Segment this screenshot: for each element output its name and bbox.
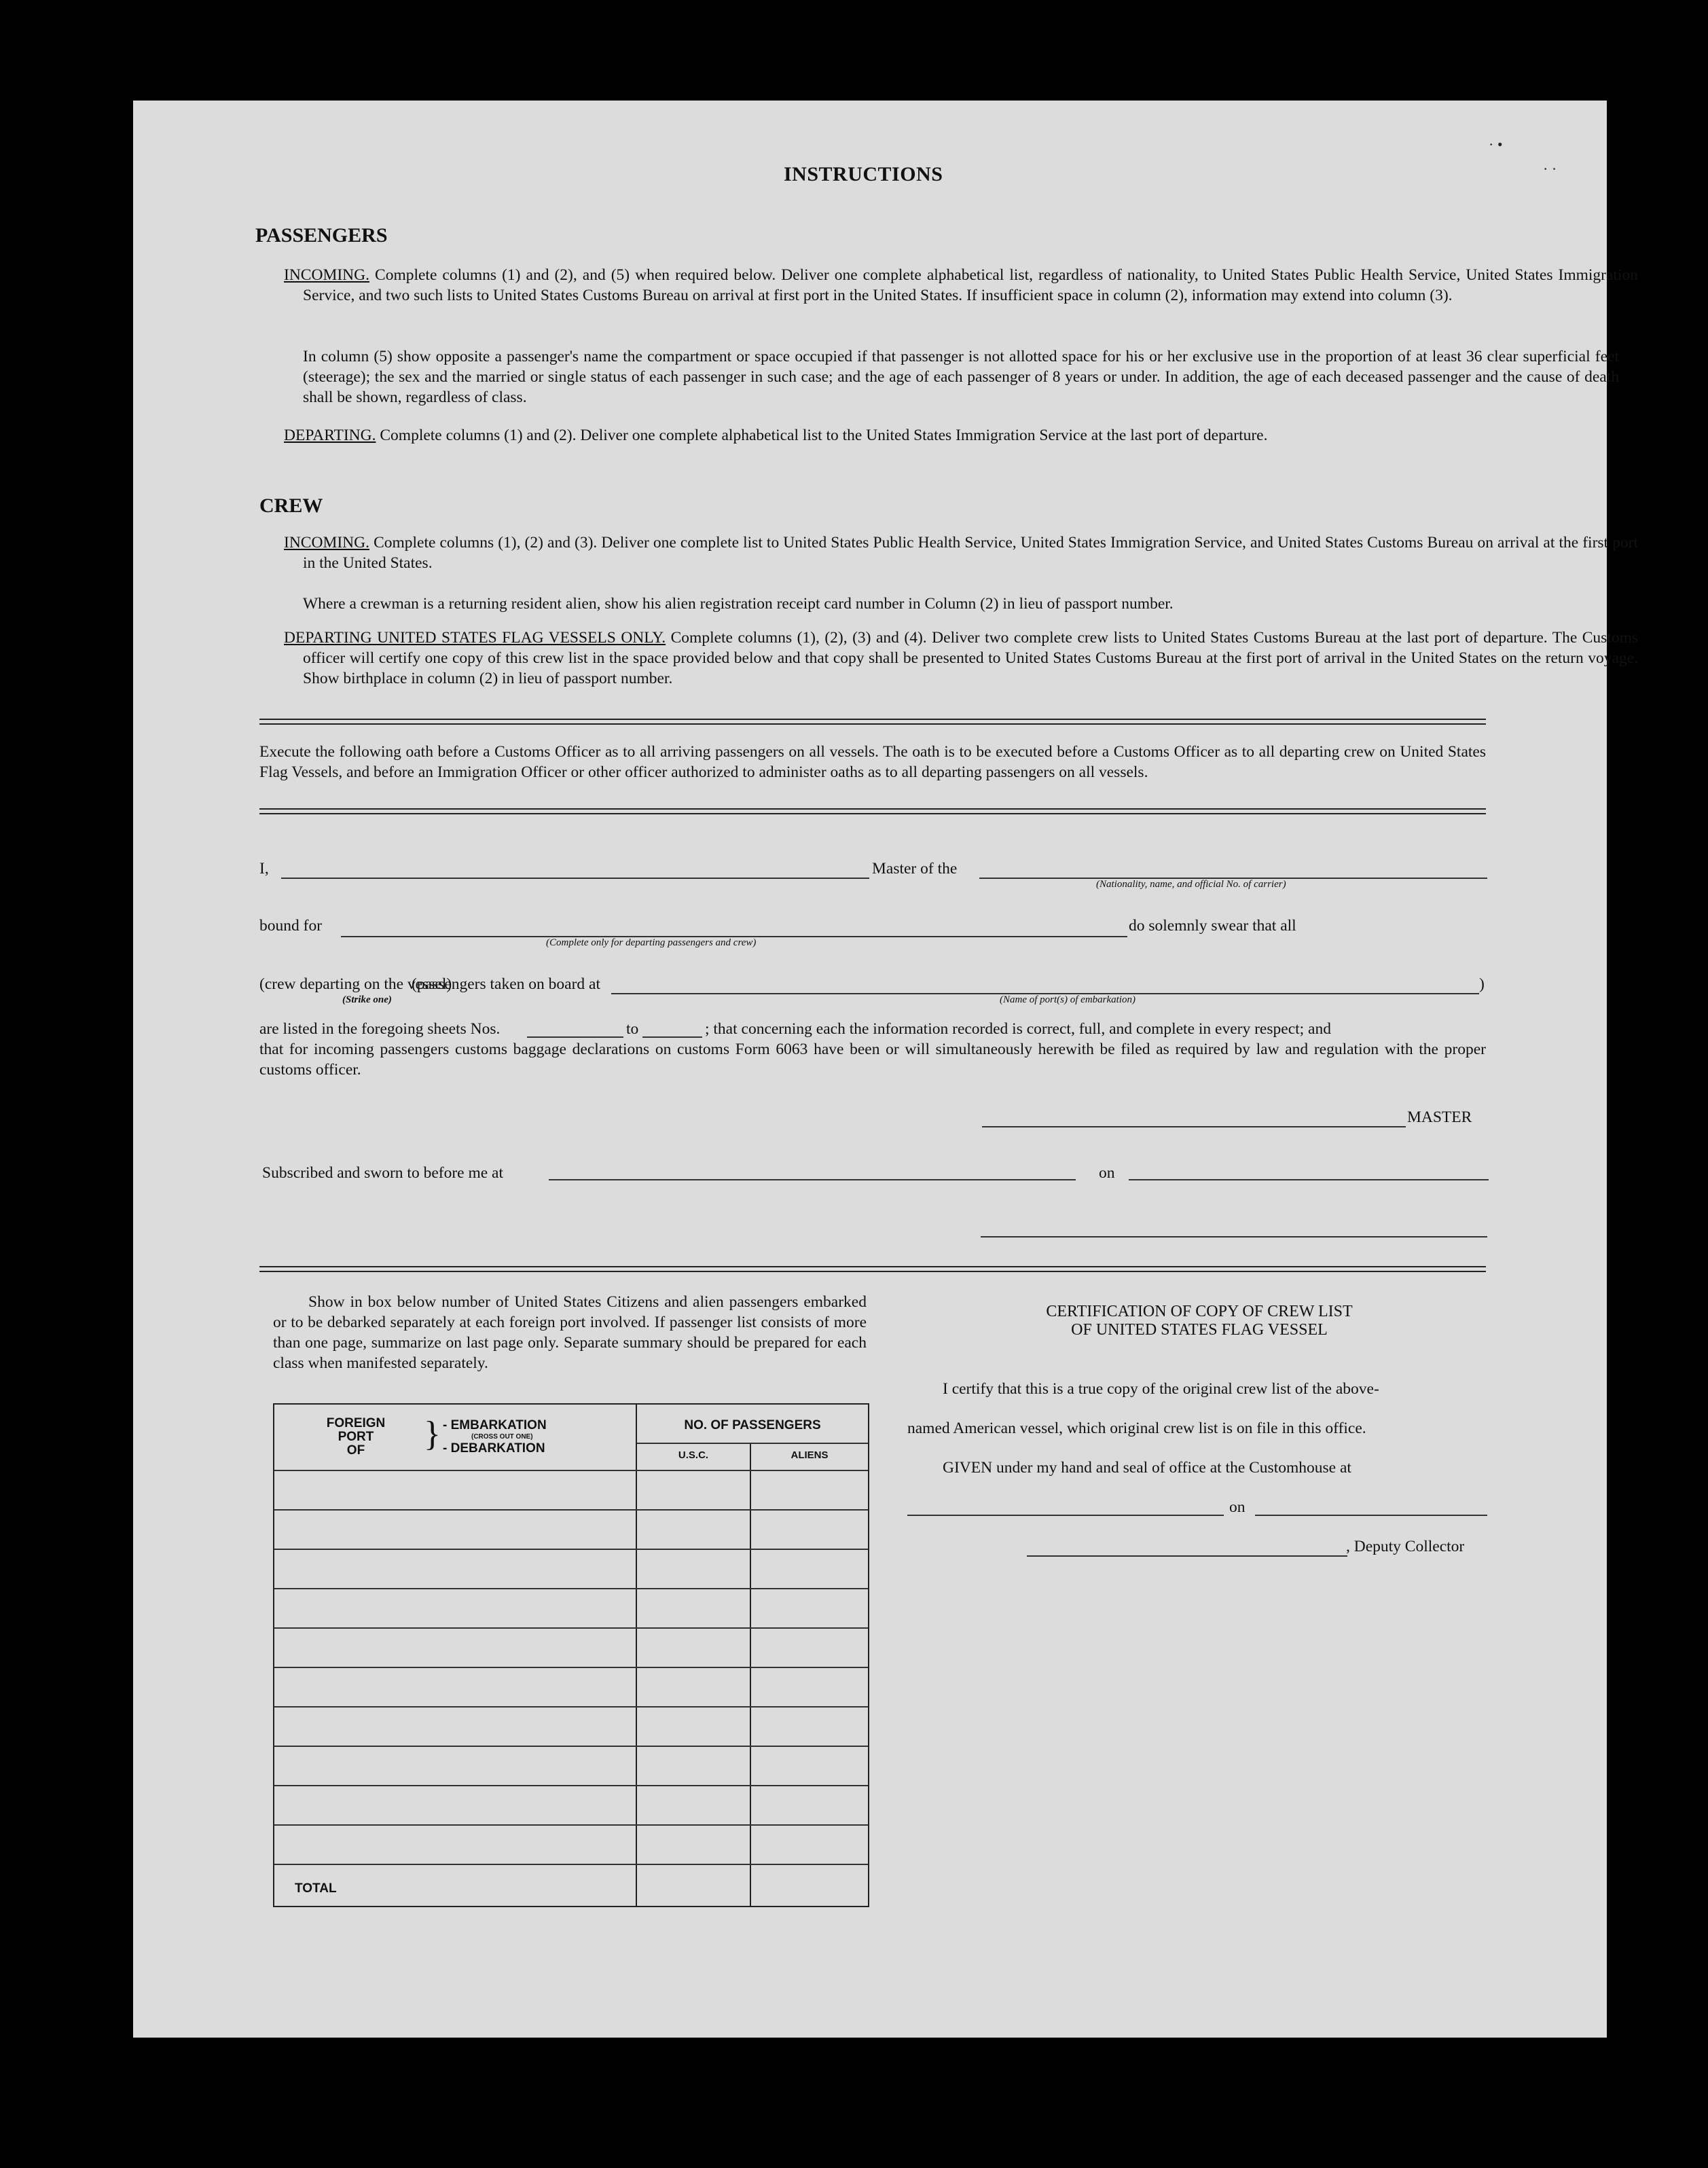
passengers-heading: PASSENGERS xyxy=(255,224,388,247)
subscribed-date-blank[interactable] xyxy=(1129,1179,1489,1180)
sheet-to-blank[interactable] xyxy=(642,1036,702,1038)
subscribed-label: Subscribed and sworn to before me at xyxy=(262,1164,504,1182)
nationality-caption: (Nationality, name, and official No. of carrier) xyxy=(1096,879,1286,890)
page-title: INSTRUCTIONS xyxy=(784,163,943,185)
table-row xyxy=(274,1746,868,1747)
header-divider xyxy=(637,1443,868,1444)
usc-header: U.S.C. xyxy=(678,1449,709,1461)
table-row xyxy=(274,1627,868,1629)
brace-icon: } xyxy=(424,1415,441,1453)
passengers-departing-text: Complete columns (1) and (2). Deliver one complete alphabetical list to the United States Immigration Service at the last port of departure. xyxy=(380,427,1268,444)
subscribed-on-label: on xyxy=(1099,1164,1115,1182)
table-row xyxy=(274,1509,868,1511)
passengers-departing-paragraph xyxy=(284,425,1638,446)
divider xyxy=(259,719,1486,725)
passengers-taken-option: (passengers taken on board at xyxy=(412,975,600,993)
subscribed-place-blank[interactable] xyxy=(549,1179,1076,1180)
customhouse-blank[interactable] xyxy=(907,1515,1224,1516)
swear-label: do solemnly swear that all xyxy=(1129,917,1296,935)
certification-title xyxy=(907,1303,1491,1339)
divider xyxy=(259,1266,1486,1272)
are-listed-label: are listed in the foregoing sheets Nos. xyxy=(259,1020,501,1038)
cross-out-label: (CROSS OUT ONE) xyxy=(471,1433,533,1441)
header-bottom xyxy=(274,1470,868,1471)
summary-instruction: Show in box below number of United States Citizens and alien passengers embarked or to be debarked separately at each foreign port involved. If passenger list consists of more than one page, summarize on last page only. Separate summary should be prepared for each class when manifested separately. xyxy=(273,1293,867,1372)
crew-departing-text: Complete columns (1), (2), (3) and (4). Deliver two complete crew lists to United States Customs Bureau at the last port of departure. The Customs officer will certify one copy of this crew list in the space provided below and that copy shall be presented to United States Customs Bureau at the first port of arrival in the United States on the return voyage. Show birthplace in column (2) in lieu of passport number. xyxy=(303,629,1639,687)
oath-instruction: Execute the following oath before a Customs Officer as to all arriving passengers on all vessels. The oath is to be executed before a Customs Officer as to all departing crew on United States Flag Vessels, and before an Immigration Officer or other officer authorized to administer oaths as to all departing passengers on all vessels. xyxy=(259,743,1486,781)
name-blank[interactable] xyxy=(281,878,869,879)
table-row xyxy=(274,1549,868,1550)
crew-departing-paragraph xyxy=(284,628,1638,689)
crew-incoming-text: Complete columns (1), (2) and (3). Deliver one complete list to United States Public Health Service, United States Immigration Service, and United States Customs Bureau on arrival at the first port in the United States. xyxy=(303,534,1639,572)
aliens-header: ALIENS xyxy=(791,1449,829,1461)
total-label: TOTAL xyxy=(295,1881,337,1896)
foreign-port-header xyxy=(308,1417,403,1458)
port-caption: (Name of port(s) of embarkation) xyxy=(1000,994,1135,1005)
scan-speck: · • xyxy=(1489,136,1503,153)
master-signature-blank[interactable] xyxy=(982,1126,1406,1127)
debarkation-label: - DEBARKATION xyxy=(443,1441,545,1456)
port-label: PORT xyxy=(338,1430,374,1444)
bound-for-label: bound for xyxy=(259,917,323,935)
passengers-departing-lead: DEPARTING. xyxy=(284,427,376,444)
scan-speck: · · xyxy=(1543,160,1557,177)
strike-one-caption: (Strike one) xyxy=(342,994,392,1005)
crew-incoming-paragraph xyxy=(284,532,1638,573)
crew-departing-lead: DEPARTING UNITED STATES FLAG VESSELS ONLY. xyxy=(284,629,666,647)
passengers-column5-paragraph: In column (5) show opposite a passenger's name the compartment or space occupied if that passenger is not allotted space for his or her exclusive use in the proportion of at least 36 clear superficial feet (steerage); the sex and the married or single status of each passenger in such case; and the age of each passenger of 8 years or under. In addition, the age of each deceased passenger and the cause of death shall be shown, regardless of class. xyxy=(303,348,1619,406)
deputy-signature-blank[interactable] xyxy=(1027,1555,1347,1557)
crew-departing-option: (crew departing on the vessel) xyxy=(259,975,452,993)
oath-rest-text: that for incoming passengers customs baggage declarations on customs Form 6063 have been or will simultaneously herewith be filed as required by law and regulation with the proper customs officer. xyxy=(259,1041,1486,1079)
master-of-the-label: Master of the xyxy=(872,860,958,878)
embarkation-label: - EMBARKATION xyxy=(443,1418,547,1432)
crew-heading: CREW xyxy=(259,494,323,517)
column-divider xyxy=(750,1444,751,1906)
certify-line2: named American vessel, which original crew list is on file in this office. xyxy=(907,1420,1366,1437)
to-label: to xyxy=(626,1020,639,1038)
crew-incoming-lead: INCOMING. xyxy=(284,534,369,552)
passengers-incoming-paragraph xyxy=(284,265,1638,306)
table-row xyxy=(274,1785,868,1786)
table-row xyxy=(274,1706,868,1708)
certification-on-label: on xyxy=(1229,1498,1246,1516)
concerning-text: ; that concerning each the information recorded is correct, full, and complete in every respect; and xyxy=(705,1020,1331,1038)
table-row xyxy=(274,1667,868,1668)
table-row xyxy=(274,1824,868,1826)
no-passengers-header: NO. OF PASSENGERS xyxy=(684,1418,821,1432)
officer-signature-blank[interactable] xyxy=(981,1236,1487,1237)
divider xyxy=(259,808,1486,814)
sheet-from-blank[interactable] xyxy=(527,1036,623,1038)
foreign-label: FOREIGN xyxy=(326,1416,386,1430)
master-label: MASTER xyxy=(1407,1108,1472,1126)
close-paren: ) xyxy=(1479,975,1485,993)
certification-title-line2: OF UNITED STATES FLAG VESSEL xyxy=(1071,1321,1328,1339)
given-line: GIVEN under my hand and seal of office at the Customhouse at xyxy=(943,1459,1351,1477)
of-label: OF xyxy=(346,1443,365,1458)
crew-resident-paragraph: Where a crewman is a returning resident alien, show his alien registration receipt card number in Column (2) in lieu of passport number. xyxy=(303,595,1174,613)
certification-date-blank[interactable] xyxy=(1255,1515,1487,1516)
oath-i-label: I, xyxy=(259,860,269,878)
passenger-summary-table xyxy=(273,1403,869,1907)
complete-only-caption: (Complete only for departing passengers and crew) xyxy=(546,937,757,948)
passengers-incoming-lead: INCOMING. xyxy=(284,266,369,284)
table-row xyxy=(274,1864,868,1865)
deputy-collector-label: , Deputy Collector xyxy=(1346,1538,1465,1555)
column-divider xyxy=(636,1405,637,1906)
passengers-incoming-text: Complete columns (1) and (2), and (5) when required below. Deliver one complete alphabetical list, regardless of nationality, to United States Public Health Service, United States Immigration Service, and two such lists to United States Customs Bureau on arrival at first port in the United States. If insufficient space in column (2), information may extend into column (3). xyxy=(303,266,1638,304)
document-page xyxy=(133,101,1639,2038)
table-row xyxy=(274,1588,868,1589)
certify-line1: I certify that this is a true copy of the original crew list of the above- xyxy=(943,1380,1379,1398)
certification-title-line1: CERTIFICATION OF COPY OF CREW LIST xyxy=(1046,1303,1353,1320)
